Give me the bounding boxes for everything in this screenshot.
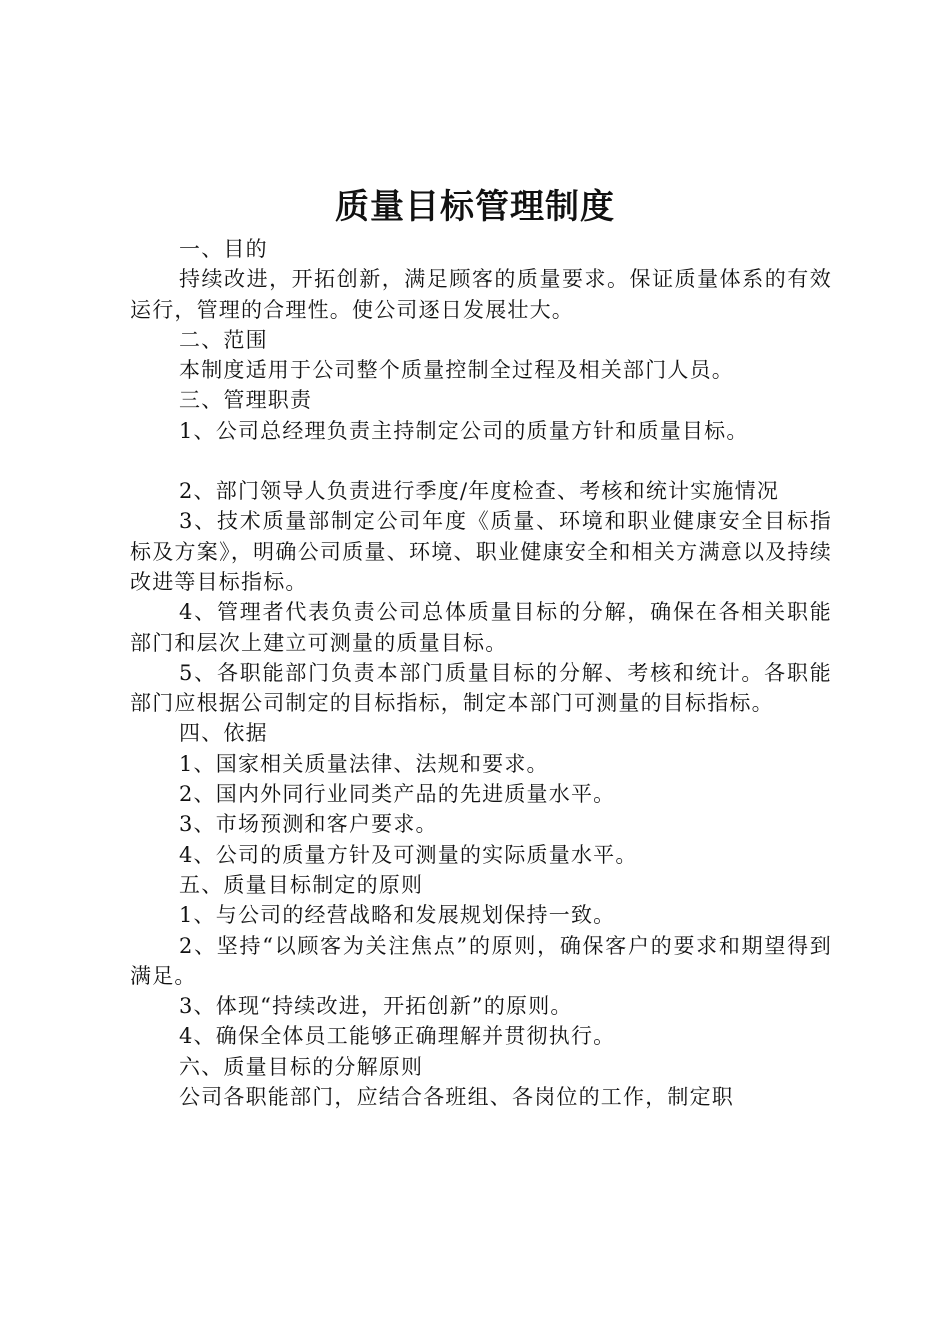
section-heading-principles: 五、质量目标制定的原则 [179, 872, 424, 897]
list-item-basis-4: 4、公司的质量方针及可测量的实际质量水平。 [179, 842, 638, 867]
list-item-principle-4: 4、确保全体员工能够正确理解并贯彻执行。 [179, 1024, 616, 1049]
list-item-basis-2: 2、国内外同行业同类产品的先进质量水平。 [179, 782, 616, 807]
list-item-basis-3: 3、市场预测和客户要求。 [179, 812, 438, 837]
section-heading-decomposition: 六、质量目标的分解原则 [179, 1054, 424, 1079]
section-heading-purpose: 一、目的 [179, 237, 268, 261]
paragraph-purpose: 持续改进，开拓创新，满足顾客的质量要求。保证质量体系的有效运行，管理的合理性。使公司逐日发展壮大。 [130, 267, 832, 322]
list-item-basis-1: 1、国家相关质量法律、法规和要求。 [179, 751, 549, 776]
section-heading-responsibilities: 三、管理职责 [179, 388, 313, 413]
list-item-principle-3: 3、体现“持续改进，开拓创新”的原则。 [179, 994, 573, 1019]
blank-line [130, 446, 832, 476]
document-body [130, 234, 832, 1112]
document-title: 质量目标管理制度 [335, 187, 615, 227]
paragraph-scope: 本制度适用于公司整个质量控制全过程及相关部门人员。 [179, 358, 734, 383]
list-item-responsibility-5: 5、各职能部门负责本部门质量目标的分解、考核和统计。各职能部门应根据公司制定的目标指标，制定本部门可测量的目标指标。 [130, 660, 832, 716]
paragraph-decomposition: 公司各职能部门，应结合各班组、各岗位的工作，制定职 [179, 1085, 734, 1110]
list-item-responsibility-4: 4、管理者代表负责公司总体质量目标的分解，确保在各相关职能部门和层次上建立可测量的质量目标。 [130, 600, 832, 655]
list-item-principle-1: 1、与公司的经营战略和发展规划保持一致。 [179, 903, 616, 928]
section-heading-scope: 二、范围 [179, 327, 268, 352]
list-item-responsibility-3: 3、技术质量部制定公司年度《质量、环境和职业健康安全目标指标及方案》，明确公司质量、环境、职业健康安全和相关方满意以及持续改进等目标指标。 [130, 509, 832, 594]
section-heading-basis: 四、依据 [179, 721, 268, 746]
list-item-responsibility-2: 2、部门领导人负责进行季度/年度检查、考核和统计实施情况 [179, 479, 780, 504]
list-item-responsibility-1: 1、公司总经理负责主持制定公司的质量方针和质量目标。 [179, 418, 749, 443]
list-item-principle-2: 2、坚持“以顾客为关注焦点”的原则，确保客户的要求和期望得到满足。 [130, 933, 832, 988]
